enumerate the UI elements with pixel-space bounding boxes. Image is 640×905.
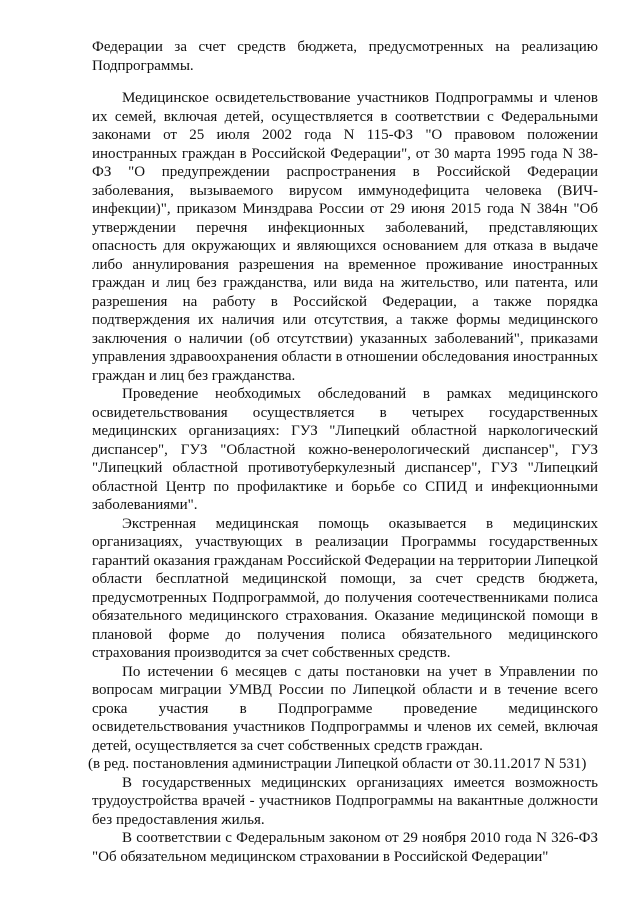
paragraph-medical-examination: Медицинское освидетельствование участников Подпрограммы и членов их семей, включая детей, осуществляется в соответствии с Федеральными законами от 25 июля 2002 года N 115-ФЗ "О правовом положении иностранных граждан в Российской Федерации", от 30 марта 1995 года N 38-ФЗ "О предупреждении распространения в Российской Федерации заболевания, вызываемого вирусом иммунодефицита человека (ВИЧ-инфекции)", приказом Минздрава России от 29 июня 2015 года N 384н "Об утверждении перечня инфекционных заболеваний, представляющих опасность для окружающих и являющихся основанием для отказа в выдаче либо аннулирования разрешения на временное проживание иностранных граждан и лиц без гражданства, или вида на жительство, или патента, или разрешения на работу в Российской Федерации, а также порядка подтверждения их наличия или отсутствия, а также формы медицинского заключения о наличии (об отсутствии) указанных заболеваний", приказами управления здравоохранения области в отношении обследования иностранных граждан и лиц без гражданства.	[92, 90, 598, 384]
paragraph-after-six-months: По истечении 6 месяцев с даты постановки на учет в Управлении по вопросам миграции УМВД России по Липецкой области и в течение всего срока участия в Подпрограмме проведение медицинского освидетельствования участников Подпрограммы и членов их семей, включая детей, осуществляется за счет собственных средств граждан.	[92, 663, 598, 754]
paragraph-funding-continuation: Федерации за счет средств бюджета, предусмотренных на реализацию Подпрограммы.	[92, 39, 598, 74]
document-page	[88, 38, 598, 866]
paragraph-federal-law-326: В соответствии с Федеральным законом от 29 ноября 2010 года N 326-ФЗ "Об обязательном медицинском страховании в Российской Федерации"	[92, 830, 598, 865]
paragraph-amendment-note: (в ред. постановления администрации Липецкой области от 30.11.2017 N 531)	[88, 756, 587, 772]
paragraph-examination-organizations: Проведение необходимых обследований в рамках медицинского освидетельствования осуществляется в четырех государственных медицинских организациях: ГУЗ "Липецкий областной наркологический диспансер", ГУЗ "Областной кожно-венерологический диспансер", ГУЗ "Липецкий областной противотуберкулезный диспансер", ГУЗ "Липецкий областной Центр по профилактике и борьбе со СПИД и инфекционными заболеваниями".	[92, 386, 598, 513]
paragraph-emergency-care: Экстренная медицинская помощь оказывается в медицинских организациях, участвующих в реализации Программы государственных гарантий оказания гражданам Российской Федерации на территории Липецкой области бесплатной медицинской помощи, за счет средств бюджета, предусмотренных Подпрограммой, до получения соотечественниками полиса обязательного медицинского страхования. Оказание медицинской помощи в плановой форме до получения полиса обязательного медицинского страхования производится за счет собственных средств.	[92, 515, 598, 661]
paragraph-employment-doctors: В государственных медицинских организациях имеется возможность трудоустройства врачей - участников Подпрограммы на вакантные должности без предоставления жилья.	[92, 774, 598, 828]
